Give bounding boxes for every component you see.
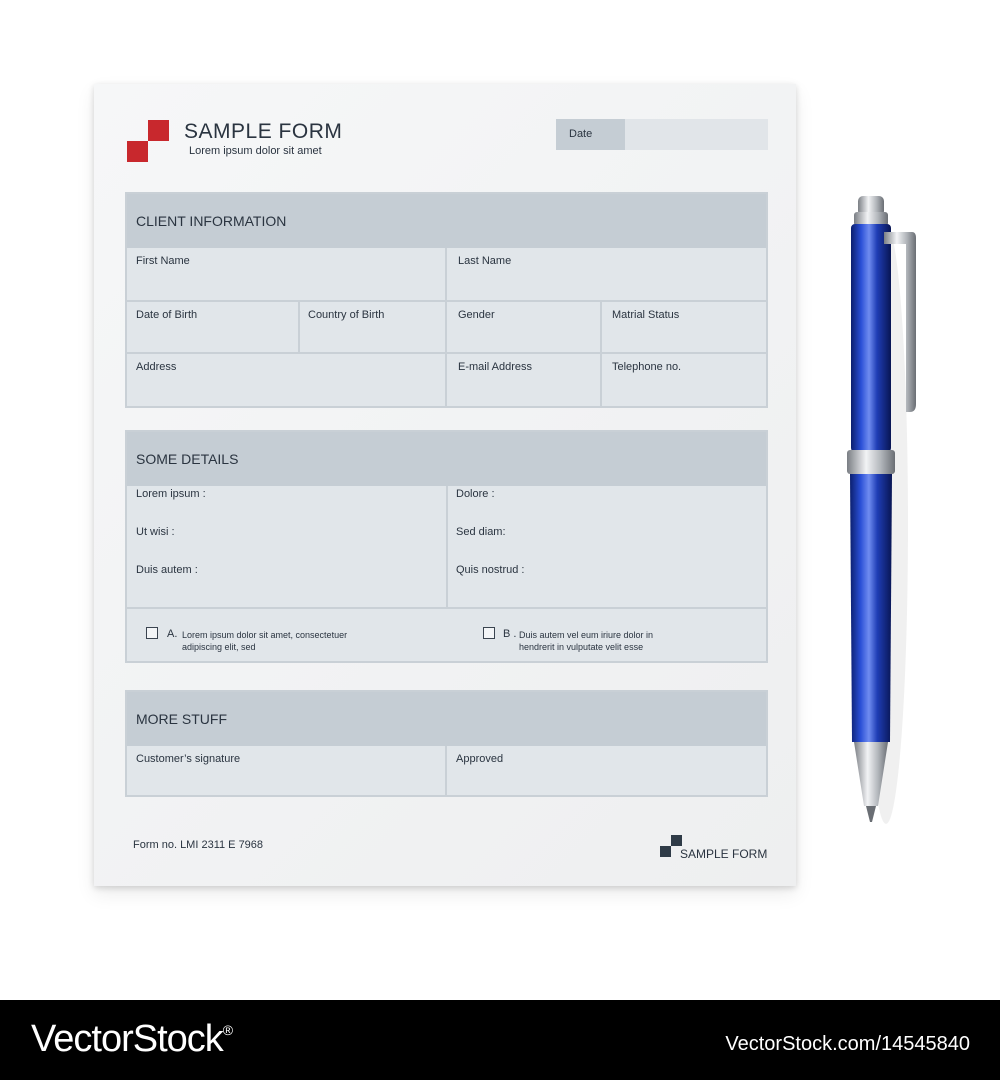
detail-lorem-ipsum: Lorem ipsum :	[136, 488, 206, 500]
telephone-field[interactable]	[603, 354, 767, 408]
more-stuff-section	[125, 690, 768, 797]
field-label: E-mail Address	[458, 361, 532, 373]
field-label: Date of Birth	[136, 309, 198, 321]
divider	[600, 300, 602, 406]
detail-sed-diam: Sed diam:	[456, 526, 506, 538]
checkbox-b-text-line2: hendrerit in vulputate velit esse	[519, 642, 644, 652]
field-label: Matrial Status	[612, 309, 680, 321]
footer-logo-icon	[671, 835, 682, 846]
field-label: Gender	[458, 309, 495, 321]
detail-dolore: Dolore :	[456, 488, 495, 500]
approved-field[interactable]	[447, 746, 766, 797]
marital-status-field[interactable]	[603, 302, 767, 354]
form-sheet	[94, 84, 796, 886]
field-label: First Name	[136, 255, 190, 267]
registered-mark: ®	[222, 1022, 233, 1038]
footer-brand-text: SAMPLE FORM	[680, 847, 768, 861]
field-label: Approved	[456, 753, 504, 765]
checkbox-a[interactable]	[146, 627, 158, 639]
checkbox-b-letter: B .	[503, 628, 517, 640]
client-information-section	[125, 192, 768, 408]
detail-duis-autem: Duis autem :	[136, 564, 198, 576]
field-label: Last Name	[458, 255, 512, 267]
email-field[interactable]	[449, 354, 601, 408]
form-number: Form no. LMI 2311 E 7968	[133, 839, 264, 851]
form-subtitle: Lorem ipsum dolor sit amet	[189, 145, 322, 157]
last-name-field[interactable]	[449, 248, 767, 300]
gender-field[interactable]	[449, 302, 601, 354]
checkbox-a-text-line1: Lorem ipsum dolor sit amet, consectetuer	[182, 630, 348, 640]
watermark-logo	[31, 1018, 232, 1061]
field-label: Customer’s signature	[136, 753, 241, 765]
customer-signature-field[interactable]	[127, 746, 445, 797]
checkbox-b[interactable]	[483, 627, 495, 639]
watermark-bar	[0, 1000, 1000, 1080]
address-field[interactable]	[127, 354, 447, 408]
some-details-section	[125, 430, 768, 663]
watermark-id: VectorStock.com/14545840	[725, 1033, 970, 1055]
section-heading: MORE STUFF	[127, 692, 766, 746]
date-label: Date	[556, 119, 625, 150]
date-of-birth-field[interactable]	[127, 302, 299, 354]
date-field[interactable]	[556, 119, 768, 150]
watermark-brand: VectorStock	[31, 1018, 223, 1060]
country-of-birth-field[interactable]	[299, 302, 447, 354]
divider	[127, 607, 766, 609]
checkbox-b-text-line1: Duis autem vel eum iriure dolor in	[519, 630, 654, 640]
pen-icon	[838, 194, 918, 824]
form-title: SAMPLE FORM	[184, 120, 343, 143]
field-label: Address	[136, 361, 177, 373]
detail-quis-nostrud: Quis nostrud :	[456, 564, 525, 576]
divider	[298, 300, 300, 354]
detail-ut-wisi: Ut wisi :	[136, 526, 175, 538]
checkbox-a-letter: A.	[167, 628, 178, 640]
divider	[445, 746, 447, 797]
section-heading: CLIENT INFORMATION	[127, 194, 766, 248]
field-label: Country of Birth	[308, 309, 385, 321]
first-name-field[interactable]	[127, 248, 447, 300]
divider	[445, 248, 447, 406]
section-heading: SOME DETAILS	[127, 432, 766, 486]
form-logo	[127, 120, 169, 162]
divider	[446, 486, 448, 608]
checkbox-a-text-line2: adipiscing elit, sed	[182, 642, 256, 652]
field-label: Telephone no.	[612, 361, 682, 373]
